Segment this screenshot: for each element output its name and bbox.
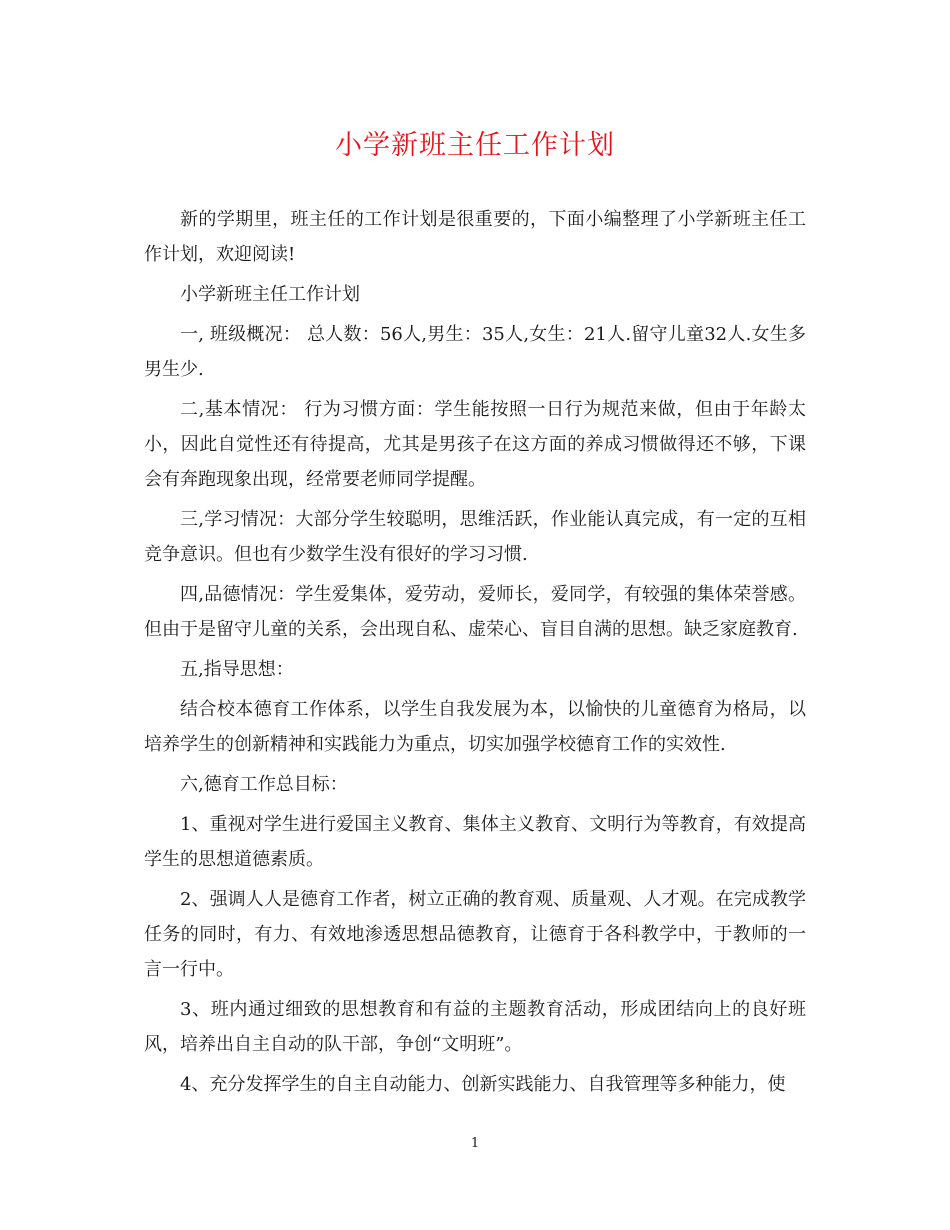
paragraph-learning-situation: 三,学习情况：大部分学生较聪明，思维活跃，作业能认真完成，有一定的互相竞争意识。但也有少数学生没有很好的学习习惯. [144, 509, 806, 565]
paragraph-class-overview: 一, 班级概况： 总人数：56人,男生：35人,女生：21人.留守儿童32人.女生多男生少. [144, 324, 806, 380]
document-body [144, 202, 806, 1107]
page-number: 1 [470, 1136, 480, 1151]
paragraph-guiding-heading: 五,指导思想： [180, 659, 294, 680]
paragraph-goals-heading: 六,德育工作总目标： [180, 774, 348, 795]
paragraph-intro: 新的学期里，班主任的工作计划是很重要的，下面小编整理了小学新班主任工作计划，欢迎阅读! [144, 209, 806, 265]
paragraph-moral-situation: 四,品德情况：学生爱集体，爱劳动，爱师长，爱同学，有较强的集体荣誉感。但由于是留守儿童的关系，会出现自私、虚荣心、盲目自满的思想。缺乏家庭教育. [144, 584, 806, 640]
paragraph-goal-1: 1、重视对学生进行爱国主义教育、集体主义教育、文明行为等教育，有效提高学生的思想道德素质。 [144, 814, 806, 870]
paragraph-subtitle: 小学新班主任工作计划 [180, 284, 360, 305]
paragraph-guiding-thought: 结合校本德育工作体系，以学生自我发展为本，以愉快的儿童德育为格局，以培养学生的创新精神和实践能力为重点，切实加强学校德育工作的实效性. [144, 699, 806, 755]
paragraph-goal-3: 3、班内通过细致的思想教育和有益的主题教育活动，形成团结向上的良好班风，培养出自主自动的队干部，争创“文明班”。 [144, 999, 806, 1055]
paragraph-goal-4: 4、充分发挥学生的自主自动能力、创新实践能力、自我管理等多种能力，使 [180, 1074, 786, 1095]
document-title: 小学新班主任工作计划 [335, 130, 615, 161]
paragraph-basic-situation: 二,基本情况： 行为习惯方面：学生能按照一日行为规范来做，但由于年龄太小，因此自觉性还有待提高，尤其是男孩子在这方面的养成习惯做得还不够，下课会有奔跑现象出现，经常要老师同学提醒。 [144, 399, 806, 490]
paragraph-goal-2: 2、强调人人是德育工作者，树立正确的教育观、质量观、人才观。在完成教学任务的同时，有力、有效地渗透思想品德教育，让德育于各科教学中，于教师的一言一行中。 [144, 889, 806, 980]
